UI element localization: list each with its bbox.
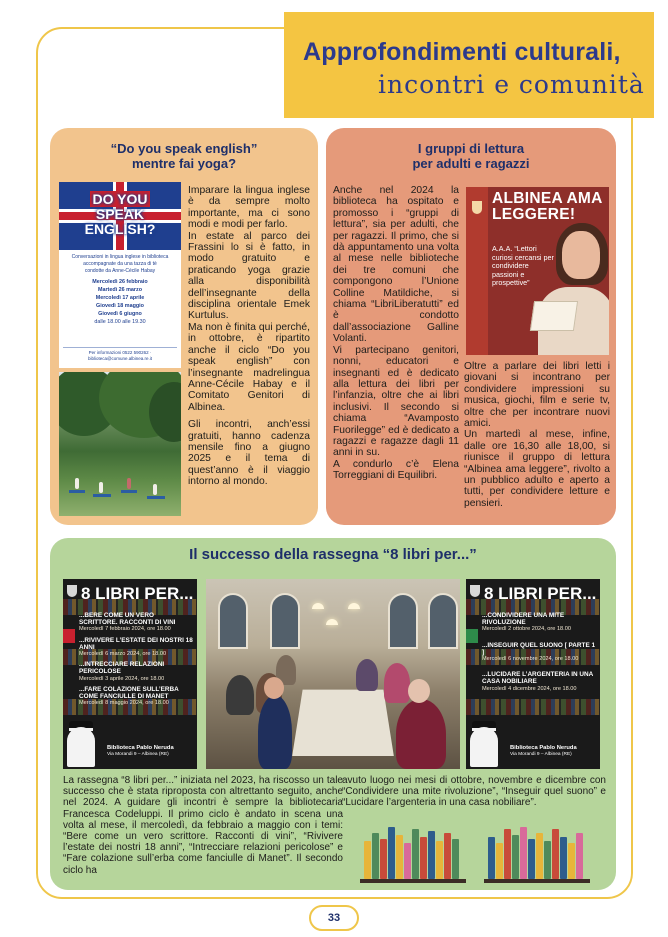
poster-event: ...RIVIVERE L’ESTATE DEI NOSTRI 18 ANNI Mercoledì 6 marzo 2024, ore 18.00 xyxy=(79,636,193,658)
reading-title-line1: I gruppi di lettura xyxy=(417,141,525,156)
yoga-title-line2: mentre fai yoga? xyxy=(131,156,237,171)
page-subtitle: incontri e comunità xyxy=(378,70,645,99)
poster-event: ...CONDIVIDERE UNA MITE RIVOLUZIONE Mercoledì 2 ottobre 2024, ore 18.00 xyxy=(482,612,571,633)
reading-article-text-right: Oltre a parlare dei libri letti i giovani si incontrano per condividere impressioni su musica, giochi, film e serie tv, oltre che per incontrare nuovi amici. Un martedì al mese, infine, dalle ore 16,30 alle 18,00, si riunisce il gruppo di lettura “Albinea ama leggere”, rivolto a un pubblico adulto e aperto a tutti, per condividere letture e pensieri. xyxy=(464,361,610,509)
books-illustration-icon xyxy=(364,823,462,879)
yoga-paragraph: Gli incontri, anch’essi gratuiti, hanno cadenza mensile fino a giugno 2025 e il tema di quest’anno è il viaggio intorno al mondo. xyxy=(188,419,310,488)
poster-venue: Biblioteca Pablo Neruda Via Morandi 9 – Albinea (RE) xyxy=(510,745,577,757)
book-icon xyxy=(530,301,578,331)
libri-article-text-left: La rassegna “8 libri per...” iniziata nel 2023, ha riscosso un tale successo che è stata riproposta con altrettanto seguito, anche nel 2024. A guidare gli incontri è sempre la bibliotecaria Francesca Codeluppi. Il primo ciclo è andato in scena una volta al mese, il mercoledì, da febbraio a maggio con i temi: “Bere come un vero scrittore. Racconti di vini”, “Rivivere l’estate dei nostri 18 anni”, “Intrecciare relazioni pericolose” e “Fare colazione sull’erba come fanciulle di Manet”. Il secondo ciclo ha xyxy=(63,775,343,876)
poster-headline-speak: SPEAK xyxy=(95,206,145,222)
page-title: Approfondimenti culturali, xyxy=(303,38,621,66)
municipal-crest-icon xyxy=(67,585,77,597)
alb-poster-subtitle: A.A.A. “Lettori curiosi cercansi per condividere passioni e prospettive” xyxy=(492,244,554,288)
poster-event: ...FARE COLAZIONE SULL’ERBA COME FANCIULLE DI MANET Mercoledì 8 maggio 2024, ore 18.00 xyxy=(79,685,179,707)
yoga-paragraph: In estate al parco dei Frassini lo si è fatto, in modo gratuito e praticando yoga grazie alla disponibilità dell’insegnante della disciplina orientale Emek Kurtulus. xyxy=(188,230,310,322)
poster-event: ...INTRECCIARE RELAZIONI PERICOLOSE Mercoledì 3 aprile 2024, ore 18.00 xyxy=(79,661,165,682)
page-number: 33 xyxy=(309,905,359,931)
otto-libri-title: Il successo della rassegna “8 libri per...” xyxy=(189,546,477,563)
yoga-title-line1: “Do you speak english” xyxy=(110,141,258,156)
reading-card-title xyxy=(326,141,616,171)
library-meeting-photo xyxy=(206,579,460,769)
reader-silhouette-icon xyxy=(470,727,498,767)
poster-title: 8 LIBRI PER... xyxy=(484,584,597,603)
reading-article-text-left: Anche nel 2024 la biblioteca ha ospitato e promosso i “gruppi di lettura”, sia per adulti, che per ragazzi. Il primo, che si dà appuntamento una volta al mese nelle biblioteche dei tre comuni che compongono l’Unione Colline Matildiche, si chiama “LibriLiberatutti” ed è condotto dall’associazione Galline Volanti. Vi partecipano genitori, nonni, educatori e insegnanti ed è dedicato alla lettura dei libri per l’infanzia, oltre che ai libri inclusivi. Il secondo si chiama “Avamposto Fuorilegge” ed è dedicato a ragazzi e ragazze dagli 11 anni in su. A condurlo c’è Elena Torreggiani di Equilibri. xyxy=(333,185,459,482)
yoga-card-title xyxy=(50,141,318,171)
otto-libri-poster-first xyxy=(63,579,197,769)
poster-headline-do: DO YOU xyxy=(90,191,151,207)
yoga-paragraph: Imparare la lingua inglese è da sempre molto importante, ma ci sono modi e modi per farlo. xyxy=(188,185,310,231)
poster-date: Martedì 26 marzo xyxy=(97,287,143,293)
yoga-paragraph: Ma non è finita qui perché, in ottobre, è ripartito anche il ciclo “Do you speak english” con l’insegnante madrelingua Anne-Cécile Habay e il Comitato Genitori di Albinea. xyxy=(188,321,310,413)
poster-event: ...BERE COME UN VERO SCRITTORE. RACCONTI DI VINI Mercoledì 7 febbraio 2024, ore 18.00 xyxy=(79,612,176,633)
poster-headline xyxy=(73,192,167,237)
poster-date: Mercoledì 26 febbraio xyxy=(92,279,148,285)
alb-poster-title: ALBINEA AMA LEGGERE! xyxy=(492,190,603,223)
poster-venue: Biblioteca Pablo Neruda Via Morandi 9 – Albinea (RE) xyxy=(107,745,174,757)
poster-date: Giovedì 6 giugno xyxy=(98,311,142,317)
poster-info: Conversazioni in lingua inglese in biblioteca accompagnate da una tazza di tè condotte da Anne-Cécile Habay xyxy=(71,254,169,274)
poster-footer: Per informazioni 0522 590262 · biblioteca@comune.albinea.re.it xyxy=(63,347,177,362)
poster-event: ...INSEGUIR QUEL SUONO [ PARTE 1 ] Mercoledì 6 novembre 2024, ore 18.00 xyxy=(482,641,596,663)
poster-time: dalle 18.00 alle 19.30 xyxy=(94,319,146,325)
poster-events xyxy=(79,609,193,707)
poster-events xyxy=(482,609,596,693)
poster-date: Mercoledì 17 aprile xyxy=(95,295,145,301)
yoga-park-photo xyxy=(59,372,181,516)
reader-silhouette-icon xyxy=(67,727,95,767)
poster-dates xyxy=(63,278,177,326)
municipal-crest-icon xyxy=(470,585,480,597)
books-illustration-icon xyxy=(488,823,586,879)
reading-title-line2: per adulti e ragazzi xyxy=(412,156,530,171)
do-you-speak-english-poster xyxy=(59,182,181,368)
libri-article-text-right: avuto luogo nei mesi di ottobre, novembre e dicembre con “Condividere una mite rivoluzione”, “Inseguir quel suono” e “Lucidare l’argenteria in una casa nobiliare”. xyxy=(342,775,606,809)
poster-date: Giovedì 18 maggio xyxy=(96,303,144,309)
otto-libri-poster-second xyxy=(466,579,600,769)
yoga-article-text xyxy=(188,185,310,494)
poster-headline-english: ENGLISH? xyxy=(84,221,156,237)
poster-title: 8 LIBRI PER... xyxy=(81,584,194,603)
albinea-ama-leggere-poster xyxy=(466,187,609,355)
poster-event: ...LUCIDARE L’ARGENTERIA IN UNA CASA NOBILIARE Mercoledì 4 dicembre 2024, ore 18.00 xyxy=(482,671,594,692)
municipal-crest-icon xyxy=(472,201,482,214)
